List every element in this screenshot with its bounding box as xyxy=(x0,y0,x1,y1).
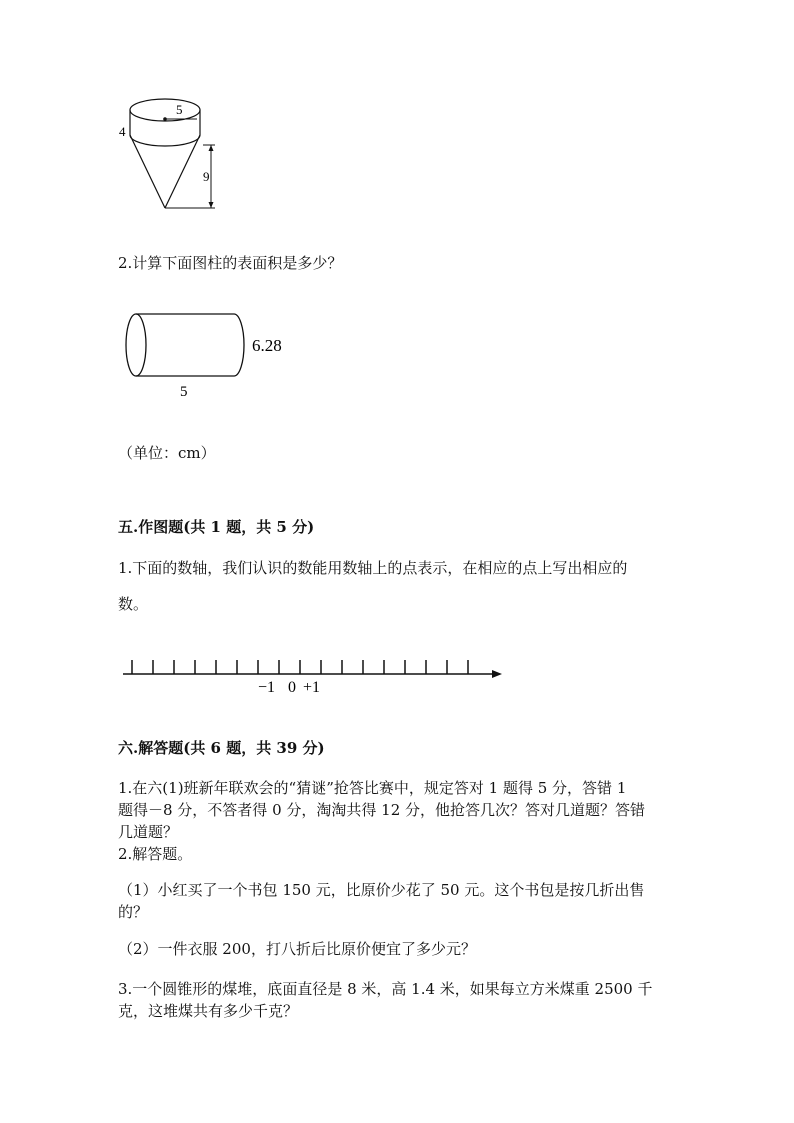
section-6-q2-part2: （2）一件衣服 200，打八折后比原价便宜了多少元？ xyxy=(118,940,476,958)
cylinder-cone-figure xyxy=(115,90,225,215)
height-arrow-top xyxy=(209,145,214,151)
axis-label-pos1: +1 xyxy=(303,679,321,696)
question-2-text: 2.计算下面图柱的表面积是多少？ xyxy=(118,254,343,272)
section-6-q1-line1: 1.在六(1)班新年联欢会的“猜谜”抢答比赛中，规定答对 1 题得 5 分，答错 1 xyxy=(118,779,627,797)
height-arrow-bottom xyxy=(209,202,214,208)
section-5-title: 五.作图题(共 1 题，共 5 分) xyxy=(118,518,315,536)
cylinder-figure xyxy=(118,305,298,405)
unit-note: （单位：cm） xyxy=(118,444,216,462)
section-6-q2-part1-line2: 的？ xyxy=(118,903,149,921)
number-line-arrow xyxy=(492,670,502,678)
section-6-q3-line1: 3.一个圆锥形的煤堆，底面直径是 8 米，高 1.4 米，如果每立方米煤重 2500 千 xyxy=(118,980,653,998)
cylinder-right-arc xyxy=(234,314,244,376)
cylinder-bottom-arc xyxy=(130,135,200,146)
section-6-q3-line2: 克，这堆煤共有多少千克？ xyxy=(118,1002,299,1020)
section-6-title: 六.解答题(共 6 题，共 39 分) xyxy=(118,739,325,757)
cylinder-height-label: 4 xyxy=(119,124,126,139)
section-5-q1-line2: 数。 xyxy=(118,595,149,613)
axis-label-neg1: −1 xyxy=(258,679,276,696)
section-6-q2-part1-line1: （1）小红买了一个书包 150 元，比原价少花了 50 元。这个书包是按几折出售 xyxy=(118,881,645,899)
number-line xyxy=(118,652,508,697)
section-6-q2-title: 2.解答题。 xyxy=(118,845,193,863)
axis-label-zero: 0 xyxy=(288,679,296,696)
section-6-q1-line2: 题得－8 分，不答者得 0 分，淘淘共得 12 分，他抢答几次？答对几道题？答错 xyxy=(118,801,646,819)
circumference-label: 6.28 xyxy=(252,336,282,355)
cone-height-label: 9 xyxy=(203,169,210,184)
section-5-q1-line1: 1.下面的数轴，我们认识的数能用数轴上的点表示，在相应的点上写出相应的 xyxy=(118,559,628,577)
length-label: 5 xyxy=(180,384,188,400)
radius-label: 5 xyxy=(176,102,183,117)
number-line-ticks xyxy=(132,660,468,674)
section-6-q1-line3: 几道题？ xyxy=(118,823,179,841)
cylinder-left-ellipse xyxy=(126,314,146,376)
